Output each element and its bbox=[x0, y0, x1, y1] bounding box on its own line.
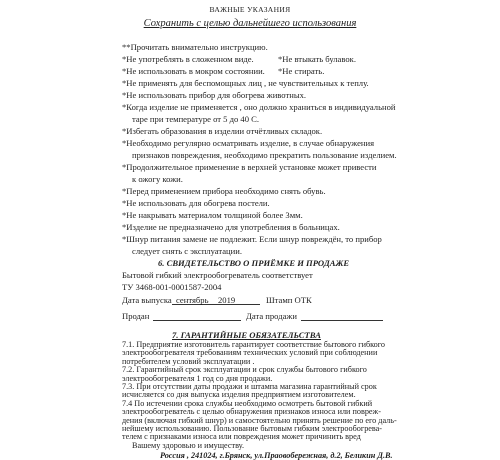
warranty-line: электрообогреватель с целью обнаружения признаков износа или повреж- bbox=[122, 407, 381, 417]
instruction-line: *Не втыкать булавок. bbox=[278, 54, 356, 64]
release-date-label: Дата выпуска bbox=[122, 295, 172, 305]
instruction-line: *Не стирать. bbox=[278, 66, 325, 76]
warranty-line: дения (включая гибкий шнур) и самостоятельно принять решение по его даль- bbox=[122, 415, 397, 425]
instruction-line: *Не использовать для обогрева постели. bbox=[122, 198, 270, 208]
important-notice-heading: ВАЖНЫЕ УКАЗАНИЯ bbox=[209, 5, 291, 14]
instruction-line: *Не употреблять в сложенном виде. bbox=[122, 54, 254, 64]
certificate-heading: 6. СВИДЕТЕЛЬСТВО О ПРИЁМКЕ И ПРОДАЖЕ bbox=[158, 258, 350, 268]
warranty-line: 7.3. При отсутствии даты продажи и штампа магазина гарантийный срок bbox=[122, 382, 377, 391]
stamp-label: Штамп ОТК bbox=[266, 295, 312, 305]
sale-date-underline bbox=[301, 320, 383, 321]
instruction-line: *Шнур питания замене не подлежит. Если шнур повреждён, то прибор bbox=[122, 234, 382, 244]
warranty-line: Вашему здоровью и имуществу. bbox=[132, 440, 244, 450]
release-month: сентябрь bbox=[176, 295, 209, 305]
warranty-line: 7.4 По истечении срока службы необходимо осмотреть бытовой гибкий bbox=[122, 398, 373, 408]
instruction-line: *Не накрывать материалом толщиной более 3мм. bbox=[122, 210, 303, 220]
certificate-spec: ТУ 3468-001-0001587-2004 bbox=[122, 282, 222, 292]
warranty-line: 7.1. Предприятие изготовитель гарантирует соответствие бытового гибкого bbox=[122, 340, 386, 349]
instruction-line: *Перед применением прибора необходимо снять обувь. bbox=[122, 186, 326, 196]
release-year: 2019 bbox=[218, 295, 236, 305]
warranty-line: 7.2. Гарантийный срок эксплуатации и срок службы бытового гибкого bbox=[122, 365, 367, 375]
warranty-line: потребителем условий эксплуатации . bbox=[122, 356, 255, 366]
warranty-line: исчисляется со дня выпуска изделия предприятием изготовителем. bbox=[122, 390, 356, 400]
instruction-line: *Изделие не предназначено для употребления в больницах. bbox=[122, 222, 340, 232]
warranty-line: электрообогревателя требованиям технических условий при соблюдении bbox=[122, 348, 378, 358]
instruction-line: *Не использовать прибор для обогрева животных. bbox=[122, 90, 307, 100]
instruction-line: *Избегать образования в изделии отчётливых складок. bbox=[122, 126, 323, 136]
instruction-line: к ожогу кожи. bbox=[132, 174, 183, 184]
sold-underline bbox=[153, 320, 241, 321]
footer-address: Россия , 241024, г.Брянск, ул.Праовобережная, д.2, Беликин Д.В. bbox=[160, 451, 393, 460]
keep-notice-subtitle: Сохранить с целью дальнейшего использования bbox=[143, 18, 357, 29]
sale-date-label: Дата продажи bbox=[246, 311, 297, 321]
instruction-line: *Не использовать в мокром состоянии. bbox=[122, 66, 265, 76]
instruction-line: признаков повреждения, необходимо прекратить пользование изделием. bbox=[132, 150, 397, 160]
instruction-line: *Не применять для беспомощных лиц , не чувствительных к теплу. bbox=[122, 78, 369, 88]
sold-label: Продан bbox=[122, 311, 150, 321]
certificate-text: Бытовой гибкий электрообогреватель соответствует bbox=[122, 270, 313, 280]
instruction-line: таре при температуре от 5 до 40 С. bbox=[132, 114, 260, 124]
warranty-line: нейшему использованию. Пользование бытовым гибким электрообогрева- bbox=[122, 424, 383, 433]
instruction-line: следует снять с эксплуатации. bbox=[132, 246, 242, 256]
warranty-line: телем с признаками износа или повреждения может причинить вред bbox=[122, 432, 361, 442]
instruction-line: **Прочитать внимательно инструкцию. bbox=[122, 42, 268, 52]
warranty-line: электрообогревателя 1 год со дня продажи. bbox=[122, 373, 273, 383]
instruction-line: *Необходимо регулярно осматривать изделие, в случае обнаружения bbox=[122, 138, 375, 148]
instruction-line: *Когда изделие не применяется , оно должно храниться в индивидуальной bbox=[122, 102, 396, 112]
instruction-line: *Продолжительное применение в верхней установке может привести bbox=[122, 162, 377, 172]
warranty-heading: 7. ГАРАНТИЙНЫЕ ОБЯЗАТЕЛЬСТВА bbox=[172, 330, 321, 340]
